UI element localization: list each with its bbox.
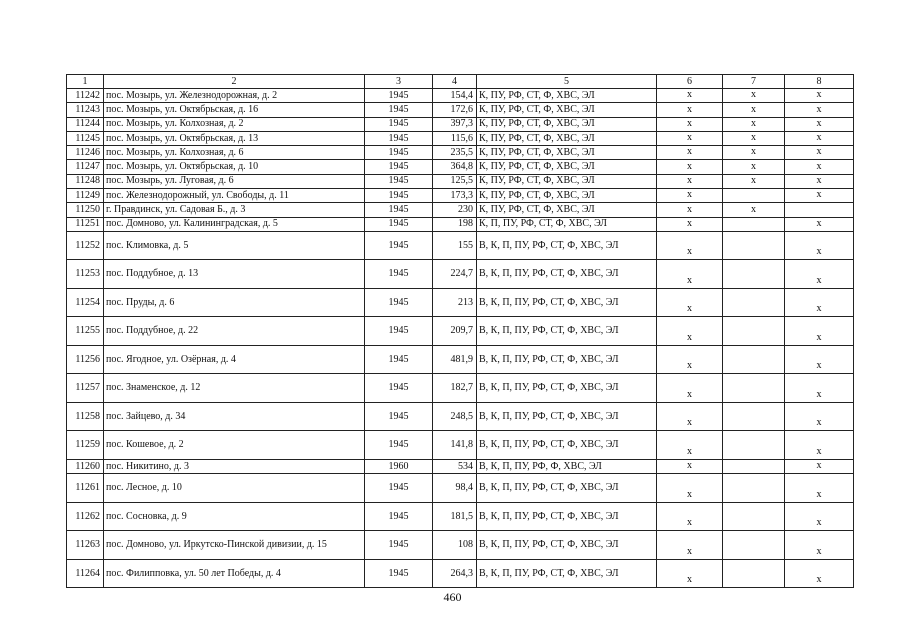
row-area: 209,7 <box>433 317 477 346</box>
row-area: 172,6 <box>433 103 477 117</box>
table-row <box>67 103 854 117</box>
table-row <box>67 131 854 145</box>
housing-register-table <box>66 74 854 588</box>
row-number: 11253 <box>67 260 104 289</box>
row-col7-mark <box>723 402 785 431</box>
row-year: 1945 <box>365 146 433 160</box>
row-year: 1945 <box>365 260 433 289</box>
row-col6-mark: x <box>657 160 723 174</box>
row-area: 264,3 <box>433 559 477 588</box>
row-col7-mark: x <box>723 117 785 131</box>
row-col7-mark <box>723 474 785 503</box>
header-col-6: 6 <box>657 75 723 89</box>
row-col7-mark: x <box>723 174 785 188</box>
row-col8-mark: x <box>785 502 854 531</box>
row-col8-mark: x <box>785 89 854 103</box>
row-col6-mark: x <box>657 146 723 160</box>
row-elements: К, ПУ, РФ, СТ, Ф, ХВС, ЭЛ <box>477 203 657 217</box>
header-col-5: 5 <box>477 75 657 89</box>
row-number: 11248 <box>67 174 104 188</box>
row-number: 11247 <box>67 160 104 174</box>
table-row <box>67 288 854 317</box>
row-col6-mark: x <box>657 117 723 131</box>
row-year: 1945 <box>365 217 433 231</box>
row-address: пос. Мозырь, ул. Колхозная, д. 6 <box>104 146 365 160</box>
header-col-8: 8 <box>785 75 854 89</box>
row-col7-mark <box>723 217 785 231</box>
row-address: пос. Мозырь, ул. Колхозная, д. 2 <box>104 117 365 131</box>
row-area: 125,5 <box>433 174 477 188</box>
row-number: 11263 <box>67 531 104 560</box>
row-col6-mark: x <box>657 231 723 260</box>
row-area: 141,8 <box>433 431 477 460</box>
row-elements: К, ПУ, РФ, СТ, Ф, ХВС, ЭЛ <box>477 174 657 188</box>
row-number: 11264 <box>67 559 104 588</box>
table-row <box>67 146 854 160</box>
table-row <box>67 345 854 374</box>
header-col-1: 1 <box>67 75 104 89</box>
table-row <box>67 260 854 289</box>
row-year: 1945 <box>365 189 433 203</box>
row-col7-mark: x <box>723 131 785 145</box>
row-area: 230 <box>433 203 477 217</box>
row-number: 11255 <box>67 317 104 346</box>
table-row <box>67 231 854 260</box>
row-number: 11260 <box>67 459 104 473</box>
header-col-2: 2 <box>104 75 365 89</box>
header-col-3: 3 <box>365 75 433 89</box>
row-col8-mark: x <box>785 474 854 503</box>
row-elements: К, ПУ, РФ, СТ, Ф, ХВС, ЭЛ <box>477 189 657 203</box>
row-area: 98,4 <box>433 474 477 503</box>
row-year: 1960 <box>365 459 433 473</box>
row-number: 11261 <box>67 474 104 503</box>
row-elements: В, К, П, ПУ, РФ, Ф, ХВС, ЭЛ <box>477 459 657 473</box>
table-row <box>67 217 854 231</box>
row-elements: К, ПУ, РФ, СТ, Ф, ХВС, ЭЛ <box>477 146 657 160</box>
row-area: 154,4 <box>433 89 477 103</box>
row-area: 397,3 <box>433 117 477 131</box>
row-number: 11254 <box>67 288 104 317</box>
row-col7-mark <box>723 231 785 260</box>
row-area: 182,7 <box>433 374 477 403</box>
row-col6-mark: x <box>657 431 723 460</box>
row-number: 11243 <box>67 103 104 117</box>
row-col8-mark: x <box>785 317 854 346</box>
row-col8-mark: x <box>785 288 854 317</box>
row-year: 1945 <box>365 89 433 103</box>
row-area: 181,5 <box>433 502 477 531</box>
row-number: 11249 <box>67 189 104 203</box>
row-address: пос. Мозырь, ул. Луговая, д. 6 <box>104 174 365 188</box>
row-address: пос. Мозырь, ул. Железнодорожная, д. 2 <box>104 89 365 103</box>
table-row <box>67 474 854 503</box>
row-col8-mark: x <box>785 531 854 560</box>
table-row <box>67 559 854 588</box>
row-number: 11250 <box>67 203 104 217</box>
row-elements: К, ПУ, РФ, СТ, Ф, ХВС, ЭЛ <box>477 89 657 103</box>
table-row <box>67 174 854 188</box>
row-address: г. Правдинск, ул. Садовая Б., д. 3 <box>104 203 365 217</box>
page-number: 460 <box>443 590 462 604</box>
row-area: 224,7 <box>433 260 477 289</box>
row-elements: В, К, П, ПУ, РФ, СТ, Ф, ХВС, ЭЛ <box>477 531 657 560</box>
row-col7-mark <box>723 345 785 374</box>
table-row <box>67 502 854 531</box>
row-col8-mark: x <box>785 260 854 289</box>
row-number: 11259 <box>67 431 104 460</box>
row-number: 11242 <box>67 89 104 103</box>
row-col7-mark <box>723 431 785 460</box>
row-area: 481,9 <box>433 345 477 374</box>
row-elements: К, ПУ, РФ, СТ, Ф, ХВС, ЭЛ <box>477 103 657 117</box>
row-year: 1945 <box>365 502 433 531</box>
row-year: 1945 <box>365 474 433 503</box>
row-address: пос. Домново, ул. Иркутско-Пинской дивизии, д. 15 <box>104 531 365 560</box>
row-col8-mark: x <box>785 231 854 260</box>
row-col7-mark: x <box>723 89 785 103</box>
row-address: пос. Знаменское, д. 12 <box>104 374 365 403</box>
row-col8-mark: x <box>785 431 854 460</box>
row-area: 115,6 <box>433 131 477 145</box>
row-elements: В, К, П, ПУ, РФ, СТ, Ф, ХВС, ЭЛ <box>477 231 657 260</box>
row-col8-mark <box>785 203 854 217</box>
row-number: 11258 <box>67 402 104 431</box>
row-year: 1945 <box>365 160 433 174</box>
row-col6-mark: x <box>657 317 723 346</box>
row-col6-mark: x <box>657 174 723 188</box>
row-elements: В, К, П, ПУ, РФ, СТ, Ф, ХВС, ЭЛ <box>477 431 657 460</box>
row-col8-mark: x <box>785 374 854 403</box>
row-area: 534 <box>433 459 477 473</box>
row-year: 1945 <box>365 203 433 217</box>
row-address: пос. Домново, ул. Калининградская, д. 5 <box>104 217 365 231</box>
row-address: пос. Поддубное, д. 22 <box>104 317 365 346</box>
row-col7-mark <box>723 317 785 346</box>
row-col6-mark: x <box>657 203 723 217</box>
header-col-4: 4 <box>433 75 477 89</box>
row-col6-mark: x <box>657 374 723 403</box>
row-year: 1945 <box>365 131 433 145</box>
row-col8-mark: x <box>785 402 854 431</box>
row-col6-mark: x <box>657 103 723 117</box>
table-row <box>67 402 854 431</box>
row-col8-mark: x <box>785 459 854 473</box>
row-elements: В, К, П, ПУ, РФ, СТ, Ф, ХВС, ЭЛ <box>477 374 657 403</box>
row-year: 1945 <box>365 345 433 374</box>
row-col7-mark <box>723 288 785 317</box>
row-number: 11257 <box>67 374 104 403</box>
table-row <box>67 531 854 560</box>
row-area: 173,3 <box>433 189 477 203</box>
row-area: 198 <box>433 217 477 231</box>
row-number: 11262 <box>67 502 104 531</box>
row-address: пос. Зайцево, д. 34 <box>104 402 365 431</box>
row-year: 1945 <box>365 288 433 317</box>
table-row <box>67 89 854 103</box>
row-year: 1945 <box>365 531 433 560</box>
row-col8-mark: x <box>785 217 854 231</box>
row-address: пос. Лесное, д. 10 <box>104 474 365 503</box>
row-year: 1945 <box>365 431 433 460</box>
row-year: 1945 <box>365 103 433 117</box>
row-col7-mark <box>723 189 785 203</box>
table-row <box>67 317 854 346</box>
row-area: 235,5 <box>433 146 477 160</box>
row-col7-mark <box>723 559 785 588</box>
table-row <box>67 189 854 203</box>
header-row <box>67 75 854 89</box>
row-col6-mark: x <box>657 474 723 503</box>
row-area: 213 <box>433 288 477 317</box>
row-col7-mark: x <box>723 146 785 160</box>
row-col8-mark: x <box>785 559 854 588</box>
row-col7-mark <box>723 531 785 560</box>
row-elements: К, ПУ, РФ, СТ, Ф, ХВС, ЭЛ <box>477 160 657 174</box>
row-col6-mark: x <box>657 559 723 588</box>
table-row <box>67 459 854 473</box>
row-col7-mark: x <box>723 103 785 117</box>
row-address: пос. Железнодорожный, ул. Свободы, д. 11 <box>104 189 365 203</box>
row-col6-mark: x <box>657 260 723 289</box>
row-col8-mark: x <box>785 131 854 145</box>
row-col7-mark: x <box>723 160 785 174</box>
row-col6-mark: x <box>657 189 723 203</box>
row-elements: К, ПУ, РФ, СТ, Ф, ХВС, ЭЛ <box>477 131 657 145</box>
row-col6-mark: x <box>657 89 723 103</box>
row-address: пос. Мозырь, ул. Октябрьская, д. 16 <box>104 103 365 117</box>
row-number: 11252 <box>67 231 104 260</box>
table-row <box>67 431 854 460</box>
row-year: 1945 <box>365 317 433 346</box>
row-elements: В, К, П, ПУ, РФ, СТ, Ф, ХВС, ЭЛ <box>477 260 657 289</box>
row-number: 11244 <box>67 117 104 131</box>
row-elements: В, К, П, ПУ, РФ, СТ, Ф, ХВС, ЭЛ <box>477 402 657 431</box>
row-col6-mark: x <box>657 288 723 317</box>
row-number: 11245 <box>67 131 104 145</box>
row-col8-mark: x <box>785 117 854 131</box>
row-address: пос. Пруды, д. 6 <box>104 288 365 317</box>
row-address: пос. Кошевое, д. 2 <box>104 431 365 460</box>
row-elements: В, К, П, ПУ, РФ, СТ, Ф, ХВС, ЭЛ <box>477 559 657 588</box>
row-col8-mark: x <box>785 345 854 374</box>
table-row <box>67 160 854 174</box>
row-col6-mark: x <box>657 531 723 560</box>
row-col8-mark: x <box>785 160 854 174</box>
row-col7-mark <box>723 459 785 473</box>
row-col6-mark: x <box>657 402 723 431</box>
row-col7-mark <box>723 260 785 289</box>
row-col8-mark: x <box>785 146 854 160</box>
row-year: 1945 <box>365 402 433 431</box>
row-address: пос. Филипповка, ул. 50 лет Победы, д. 4 <box>104 559 365 588</box>
row-address: пос. Климовка, д. 5 <box>104 231 365 260</box>
row-col6-mark: x <box>657 502 723 531</box>
row-area: 248,5 <box>433 402 477 431</box>
row-address: пос. Поддубное, д. 13 <box>104 260 365 289</box>
row-elements: К, ПУ, РФ, СТ, Ф, ХВС, ЭЛ <box>477 117 657 131</box>
row-number: 11256 <box>67 345 104 374</box>
row-year: 1945 <box>365 117 433 131</box>
row-elements: В, К, П, ПУ, РФ, СТ, Ф, ХВС, ЭЛ <box>477 502 657 531</box>
row-elements: В, К, П, ПУ, РФ, СТ, Ф, ХВС, ЭЛ <box>477 474 657 503</box>
header-col-7: 7 <box>723 75 785 89</box>
row-col6-mark: x <box>657 217 723 231</box>
row-address: пос. Сосновка, д. 9 <box>104 502 365 531</box>
row-area: 155 <box>433 231 477 260</box>
row-area: 108 <box>433 531 477 560</box>
row-col6-mark: x <box>657 131 723 145</box>
table-row <box>67 203 854 217</box>
row-col7-mark <box>723 374 785 403</box>
row-elements: К, П, ПУ, РФ, СТ, Ф, ХВС, ЭЛ <box>477 217 657 231</box>
row-address: пос. Мозырь, ул. Октябрьская, д. 13 <box>104 131 365 145</box>
row-elements: В, К, П, ПУ, РФ, СТ, Ф, ХВС, ЭЛ <box>477 288 657 317</box>
row-number: 11246 <box>67 146 104 160</box>
row-col8-mark: x <box>785 189 854 203</box>
row-col6-mark: x <box>657 345 723 374</box>
row-elements: В, К, П, ПУ, РФ, СТ, Ф, ХВС, ЭЛ <box>477 317 657 346</box>
row-address: пос. Никитино, д. 3 <box>104 459 365 473</box>
row-number: 11251 <box>67 217 104 231</box>
row-elements: В, К, П, ПУ, РФ, СТ, Ф, ХВС, ЭЛ <box>477 345 657 374</box>
row-col7-mark: x <box>723 203 785 217</box>
row-address: пос. Мозырь, ул. Октябрьская, д. 10 <box>104 160 365 174</box>
row-year: 1945 <box>365 374 433 403</box>
row-col6-mark: x <box>657 459 723 473</box>
row-year: 1945 <box>365 559 433 588</box>
row-area: 364,8 <box>433 160 477 174</box>
row-year: 1945 <box>365 174 433 188</box>
table-row <box>67 117 854 131</box>
row-col8-mark: x <box>785 103 854 117</box>
row-year: 1945 <box>365 231 433 260</box>
row-col8-mark: x <box>785 174 854 188</box>
row-address: пос. Ягодное, ул. Озёрная, д. 4 <box>104 345 365 374</box>
table-body <box>67 89 854 588</box>
row-col7-mark <box>723 502 785 531</box>
table-row <box>67 374 854 403</box>
